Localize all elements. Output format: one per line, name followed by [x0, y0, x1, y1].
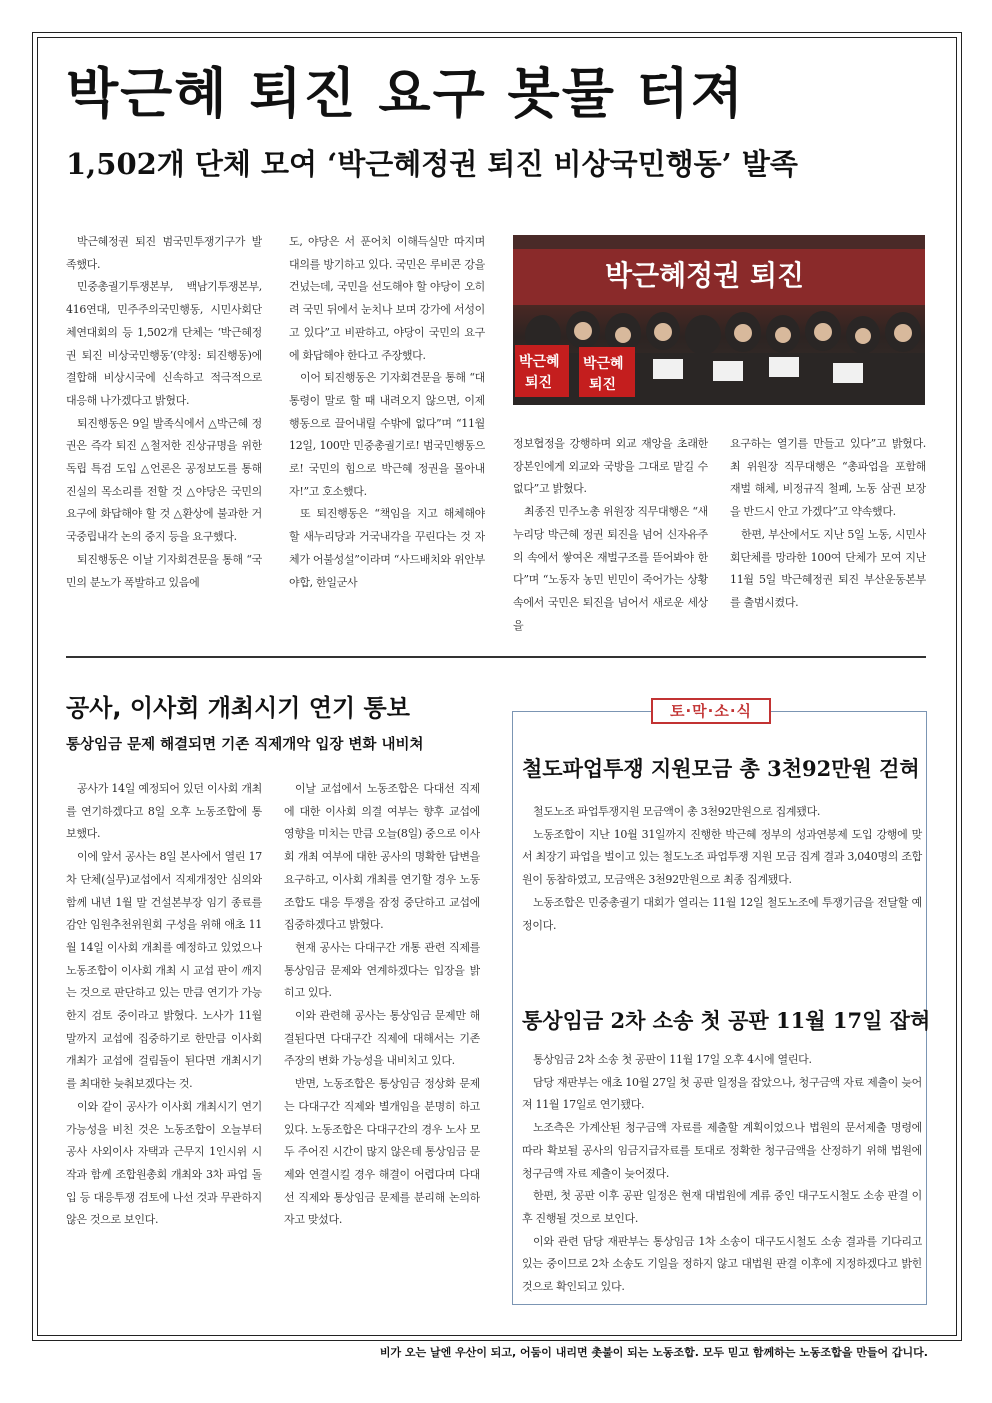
protest-sign-right [579, 347, 635, 397]
article2-headline: 공사, 이사회 개최시기 연기 통보 [66, 694, 410, 722]
photo-banner-text: 박근혜정권 퇴진 [605, 259, 805, 292]
article2-column-2 [284, 778, 480, 1298]
news-brief-tag: 토·막·소·식 [651, 698, 771, 724]
paragraph: 이와 같이 공사가 이사회 개최시기 연기 가능성을 비친 것은 노동조합이 오늘부터 공사 사외이사 자택과 근무지 1인시위 시작과 함께 조합원총회 개최와 3차 파업 돌입 등 대응투쟁 검토에 나선 것과 무관하지 않은 것으로 보인다. [66, 1099, 262, 1227]
paragraph: 통상임금 2차 소송 첫 공판이 11월 17일 오후 4시에 열린다. [533, 1053, 812, 1066]
paragraph: 현재 공사는 다대구간 개통 관련 직제를 통상임금 문제와 연계하겠다는 입장을 밝히고 있다. [284, 940, 480, 1000]
paragraph: 이와 관련 담당 재판부는 통상임금 1차 소송이 대구도시철도 소송 결과를 기다리고 있는 중이므로 2차 소송도 기일을 정하지 않고 대법원 판결 이후에 지정하겠다고 밝힌 것으로 확인되고 있다. [522, 1234, 922, 1294]
svg-text:박근혜: 박근혜 [583, 356, 624, 372]
news-item-2-title: 통상임금 2차 소송 첫 공판 11월 17일 잡혀 [522, 1008, 931, 1033]
paragraph: 최종진 민주노총 위원장 직무대행은 “새누리당 박근혜 정권 퇴진을 넘어 신자유주의 속에서 쌓여온 재벌구조를 뜯어봐야 한다”며 “노동자 농민 빈민이 죽어가는 상황 속에서 국민은 퇴진을 넘어서 새로운 세상을 [513, 505, 708, 632]
news-item-1-title: 철도파업투쟁 지원모금 총 3천92만원 걷혀 [522, 756, 920, 781]
protest-sign-left [515, 345, 569, 397]
paragraph: 또 퇴진행동은 “책임을 지고 해체해야 할 새누리당과 거국내각을 꾸린다는 것 자체가 어불성설”이라며 “사드배치와 위안부 야합, 한일군사 [289, 507, 485, 589]
svg-text:퇴진: 퇴진 [589, 377, 617, 393]
paragraph: 이날 교섭에서 노동조합은 다대선 직제에 대한 이사회 의결 여부는 향후 교섭에 영향을 미치는 만큼 오늘(8일) 중으로 이사회 개최 여부에 대한 공사의 명확한 답변을 요구하고, 이사회 개최를 연기할 경우 노동조합도 대응 투쟁을 잠정 중단하고 교섭에 집중하겠다고 밝혔다. [284, 782, 480, 932]
main-headline: 박근혜 퇴진 요구 봇물 터져 [66, 62, 746, 125]
article1-column-4 [730, 433, 926, 647]
paragraph: 요구하는 열기를 만들고 있다”고 밝혔다. 최 위원장 직무대행은 “총파업을 포함해 재벌 해체, 비정규직 철폐, 노동 삼권 보장을 반드시 안고 가겠다”고 약속했다. [730, 437, 926, 519]
photo-illustration [513, 235, 925, 405]
svg-text:퇴진: 퇴진 [525, 375, 553, 391]
main-subheadline: 1,502개 단체 모여 ‘박근혜정권 퇴진 비상국민행동’ 발족 [66, 147, 798, 181]
article2-column-1 [66, 778, 262, 1298]
paragraph: 공사가 14일 예정되어 있던 이사회 개최를 연기하겠다고 8일 오후 노동조합에 통보했다. [66, 782, 262, 841]
paragraph: 퇴진행동은 9일 발족식에서 △박근혜 정권은 즉각 퇴진 △철저한 진상규명을 위한 독립 특검 도입 △언론은 공정보도를 통해 진실의 목소리를 전할 것 △야당은 국민의 요구에 화답해야 할 것 △환상에 불과한 거국중립내각 논의 중지 등을 요구했다. [66, 416, 262, 544]
news-item-1-body [522, 801, 922, 969]
photo-crowd [513, 311, 925, 405]
paragraph: 한편, 부산에서도 지난 5일 노동, 시민사회단체를 망라한 100여 단체가 모여 지난 11월 5일 박근혜정권 퇴진 부산운동본부를 출범시켰다. [730, 527, 926, 609]
paragraph: 박근혜정권 퇴진 범국민투쟁기구가 발족했다. [66, 235, 262, 271]
news-item-2-body [522, 1049, 922, 1299]
paragraph: 담당 재판부는 애초 10월 27일 첫 공판 일정을 잡았으나, 청구금액 자료 제출이 늦어져 11월 17일로 연기됐다. [522, 1075, 922, 1112]
paragraph: 이에 앞서 공사는 8일 본사에서 열린 17차 단체(실무)교섭에서 직제개정안 심의와 함께 내년 1월 말 건설본부장 임기 종료를 감안 임원추천위원회 구성을 위해 애초 11월 14일 이사회 개최를 예정하고 있었으나 노동조합이 이사회 개최 시 교섭 판이 깨지는 것으로 판단하고 있는 만큼 연기가 가능한지 검토 중이라고 밝혔다. 노사가 11월 말까지 교섭에 집중하기로 한만큼 이사회 개최가 교섭에 걸림돌이 된다면 개최시기를 최대한 늦춰보겠다는 것. [66, 850, 262, 1091]
paragraph: 한편, 첫 공판 이후 공판 일정은 현재 대법원에 계류 중인 대구도시철도 소송 판결 이후 진행될 것으로 보인다. [522, 1189, 922, 1225]
svg-text:박근혜: 박근혜 [519, 354, 560, 370]
article1-column-1 [66, 231, 262, 647]
footer-slogan: 비가 오는 날엔 우산이 되고, 어둠이 내리면 촛불이 되는 노동조합. 모두 믿고 함께하는 노동조합을 만들어 갑니다. [379, 1346, 928, 1359]
paragraph: 정보협정을 강행하며 외교 재앙을 초래한 장본인에게 외교와 국방을 그대로 맡길 수 없다”고 밝혔다. [513, 437, 708, 496]
article1-column-3 [513, 433, 708, 647]
paragraph: 이와 관련해 공사는 통상임금 문제만 해결된다면 다대구간 직제에 대해서는 기존 주장의 변화 가능성을 내비치고 있다. [284, 1009, 480, 1068]
paragraph: 이어 퇴진행동은 기자회견문을 통해 “대통령이 말로 할 때 내려오지 않으면, 이제 행동으로 끌어내릴 수밖에 없다”며 “11월 12일, 100만 민중총궐기로! 범국민행동으로! 국민의 힘으로 박근혜 정권을 몰아내자!”고 호소했다. [289, 371, 485, 498]
article2-subheadline: 통상임금 문제 해결되면 기존 직제개악 입장 변화 내비쳐 [66, 736, 424, 753]
paragraph: 민중총궐기투쟁본부, 백남기투쟁본부, 416연대, 민주주의국민행동, 시민사회단체연대회의 등 1,502개 단체는 ‘박근혜정권 퇴진 비상국민행동’(약칭: 퇴진행동)에 결합해 비상시국에 신속하고 적극적으로 대응해 나가겠다고 밝혔다. [66, 280, 262, 407]
section-divider [66, 656, 926, 658]
paragraph: 반면, 노동조합은 통상임금 정상화 문제는 다대구간 직제와 별개임을 분명히 하고 있다. 노동조합은 다대구간의 경우 노사 모두 주어진 시간이 많지 않은데 통상임금 문제와 연결시킬 경우 해결이 어렵다며 다대선 직제와 통상임금 문제를 분리해 논의하자고 맞섰다. [284, 1077, 480, 1227]
paragraph: 철도노조 파업투쟁지원 모금액이 총 3천92만원으로 집계됐다. [533, 805, 821, 818]
paragraph: 도, 야당은 서 푼어치 이해득실만 따지며 대의를 방기하고 있다. 국민은 루비콘 강을 건넜는데, 국민을 선도해야 할 야당이 오히려 국민 뒤에서 눈치나 보며 강가에 서성이고 있다”고 비판하고, 야당이 국민의 요구에 화답해야 한다고 주장했다. [289, 235, 485, 362]
press-conference-photo [513, 235, 925, 405]
article1-column-2 [289, 231, 485, 647]
paragraph: 퇴진행동은 이날 기자회견문을 통해 “국민의 분노가 폭발하고 있음에 [66, 552, 262, 589]
paragraph: 노동조합이 지난 10월 31일까지 진행한 박근혜 정부의 성과연봉제 도입 강행에 맞서 최장기 파업을 벌이고 있는 철도노조 파업투쟁 지원 모금 집계 결과 3,040명의 조합원이 동참하였고, 모금액은 3천92만원으로 최종 집계됐다. [522, 827, 922, 887]
paragraph: 노동조합은 민중총궐기 대회가 열리는 11월 12일 철도노조에 투쟁기금을 전달할 예정이다. [522, 895, 922, 932]
paragraph: 노조측은 가계산된 청구금액 자료를 제출할 계획이었으나 법원의 문서제출 명령에 따라 확보될 공사의 임금지급자료를 토대로 정확한 청구금액을 산정하기 위해 법원에 청구금액 자료 제출이 늦어졌다. [522, 1121, 922, 1180]
